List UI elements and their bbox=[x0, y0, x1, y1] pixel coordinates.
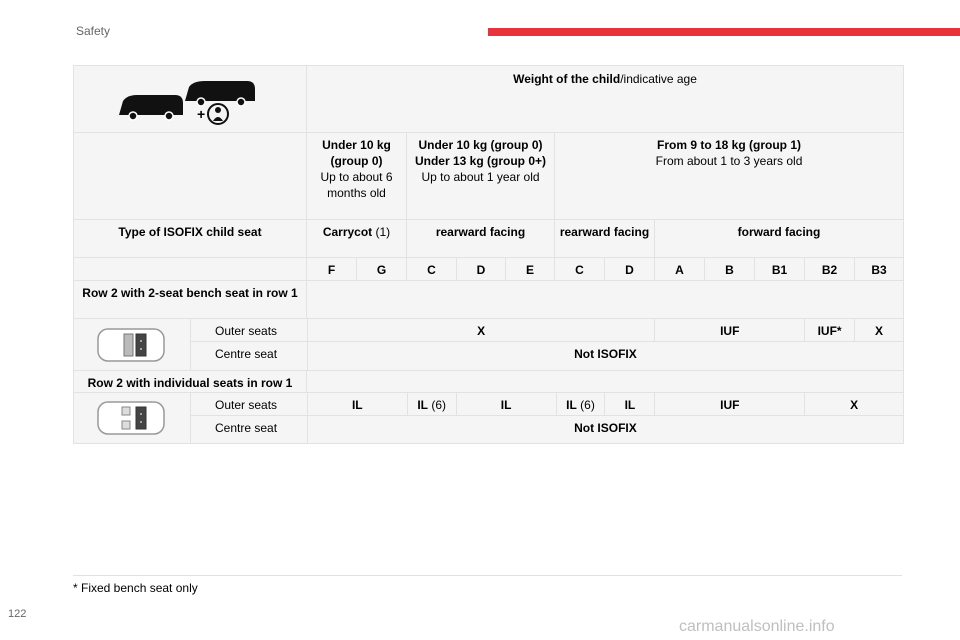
class-cell: G bbox=[356, 258, 406, 280]
class-cell: B3 bbox=[854, 258, 903, 280]
section2-body bbox=[74, 392, 903, 443]
il-3: IL bbox=[456, 393, 556, 415]
section2-outer-row bbox=[190, 393, 903, 415]
iuf-cell: IUF bbox=[654, 393, 804, 415]
header-accent-bar bbox=[488, 28, 960, 36]
table-header-row bbox=[74, 66, 903, 132]
il-1: IL bbox=[307, 393, 407, 415]
section2-rows bbox=[190, 393, 903, 443]
groups-row bbox=[74, 132, 903, 219]
seat-type-row bbox=[74, 219, 903, 257]
empty-cell bbox=[306, 371, 903, 392]
outer-iuf: IUF bbox=[654, 319, 804, 341]
rearward-facing-2: rearward facing bbox=[554, 220, 654, 257]
group-1: From 9 to 18 kg (group 1) From about 1 to 3 years old bbox=[554, 133, 903, 219]
class-cell: C bbox=[554, 258, 604, 280]
section1-title: Row 2 with 2-seat bench seat in row 1 bbox=[82, 286, 298, 300]
page-number: 122 bbox=[8, 608, 27, 620]
section1-centre-row bbox=[190, 341, 903, 370]
footnote-divider bbox=[73, 575, 902, 576]
outer-iuf-star: IUF* bbox=[804, 319, 854, 341]
individual-seat-layout-icon bbox=[96, 398, 168, 438]
class-cell: B bbox=[704, 258, 754, 280]
individual-seat-diagram-cell bbox=[74, 393, 190, 443]
section2-centre-row bbox=[190, 415, 903, 443]
svg-text:+: + bbox=[197, 106, 206, 122]
outer-x2: X bbox=[854, 319, 903, 341]
class-cell: B1 bbox=[754, 258, 804, 280]
weight-title: Weight of the child/indicative age bbox=[306, 66, 903, 132]
watermark: carmanualsonline.info bbox=[679, 618, 835, 635]
vehicle-icons bbox=[74, 66, 306, 132]
vans-child-seat-icon bbox=[115, 71, 265, 127]
empty-cell bbox=[306, 281, 903, 318]
centre-seat-label: Centre seat bbox=[215, 421, 278, 435]
class-cell: E bbox=[505, 258, 554, 280]
footnote: * Fixed bench seat only bbox=[73, 581, 198, 595]
section1-outer-row bbox=[190, 319, 903, 341]
section2-title-row bbox=[74, 370, 903, 392]
isofix-table bbox=[73, 65, 904, 444]
il-5: IL bbox=[604, 393, 654, 415]
seat-type-label: Type of ISOFIX child seat bbox=[118, 225, 262, 239]
class-cell: D bbox=[456, 258, 505, 280]
outer-x: X bbox=[307, 319, 654, 341]
rearward-facing-1: rearward facing bbox=[406, 220, 554, 257]
empty-cell bbox=[74, 133, 306, 219]
section1-rows bbox=[190, 319, 903, 370]
centre-not-isofix: Not ISOFIX bbox=[307, 416, 903, 443]
carrycot-cell: Carrycot (1) bbox=[306, 220, 406, 257]
class-cell: A bbox=[654, 258, 704, 280]
size-class-row bbox=[74, 257, 903, 280]
bench-seat-diagram-cell bbox=[74, 319, 190, 370]
centre-seat-label: Centre seat bbox=[215, 347, 278, 361]
group-0-plus: Under 10 kg (group 0) Under 13 kg (group 0+) Up to about 1 year old bbox=[406, 133, 554, 219]
section2-title: Row 2 with individual seats in row 1 bbox=[87, 376, 293, 390]
outer-seats-label: Outer seats bbox=[215, 324, 278, 338]
il-4: IL (6) bbox=[556, 393, 605, 415]
section-title: Safety bbox=[76, 24, 111, 38]
section1-body bbox=[74, 318, 903, 370]
bench-seat-layout-icon bbox=[96, 325, 168, 365]
centre-not-isofix: Not ISOFIX bbox=[307, 342, 903, 370]
class-cell: D bbox=[604, 258, 654, 280]
forward-facing: forward facing bbox=[654, 220, 903, 257]
empty-cell bbox=[74, 258, 306, 280]
group-0: Under 10 kg (group 0) Up to about 6 months old bbox=[306, 133, 406, 219]
class-cell: C bbox=[406, 258, 456, 280]
outer-seats-label: Outer seats bbox=[215, 398, 278, 412]
class-cell: B2 bbox=[804, 258, 854, 280]
il-2: IL (6) bbox=[407, 393, 456, 415]
class-cell: F bbox=[306, 258, 356, 280]
x-cell: X bbox=[804, 393, 903, 415]
section1-title-row bbox=[74, 280, 903, 318]
